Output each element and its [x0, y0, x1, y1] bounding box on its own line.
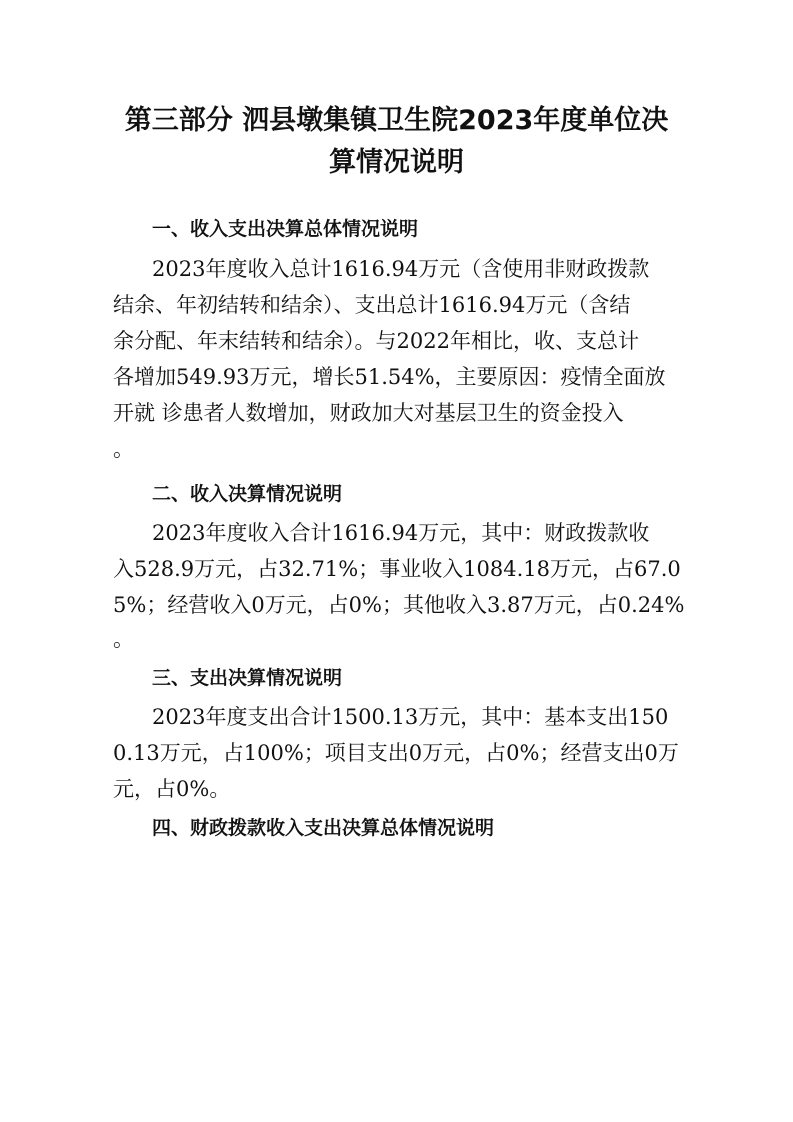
- section-2-line: 。: [113, 627, 134, 651]
- page-title: [80, 100, 713, 184]
- section-1-heading: 一、收入支出决算总体情况说明: [152, 218, 419, 240]
- section-1-line: 开就 诊患者人数增加，财政加大对基层卫生的资金投入: [113, 401, 624, 425]
- section-1-line: 余分配、年末结转和结余）。与2022年相比，收、支总计: [113, 329, 639, 353]
- section-1-line: 结余、年初结转和结余）、支出总计1616.94万元（含结: [113, 293, 631, 317]
- section-2-line: 2023年度收入合计1616.94万元，其中：财政拨款收: [152, 521, 650, 545]
- section-2-line: 5%；经营收入0万元，占0%；其他收入3.87万元，占0.24%: [113, 593, 685, 617]
- section-4-heading: 四、财政拨款收入支出决算总体情况说明: [152, 817, 495, 839]
- section-1-line: 各增加549.93万元，增长51.54%，主要原因：疫情全面放: [113, 365, 666, 389]
- section-3-line: 2023年度支出合计1500.13万元，其中：基本支出150: [152, 705, 669, 729]
- section-1-line: 。: [113, 437, 134, 461]
- section-2-line: 入528.9万元，占32.71%；事业收入1084.18万元，占67.0: [113, 557, 681, 581]
- title-line-1: 第三部分 泗县墩集镇卫生院2023年度单位决: [124, 105, 669, 136]
- section-2-heading: 二、收入决算情况说明: [152, 483, 343, 505]
- title-line-2: 算情况说明: [329, 147, 464, 178]
- section-3-line: 0.13万元，占100%；项目支出0万元，占0%；经营支出0万: [113, 741, 679, 765]
- section-1-line: 2023年度收入总计1616.94万元（含使用非财政拨款: [152, 257, 650, 281]
- section-3-heading: 三、支出决算情况说明: [152, 667, 343, 689]
- section-3-line: 元，占0%。: [113, 777, 231, 801]
